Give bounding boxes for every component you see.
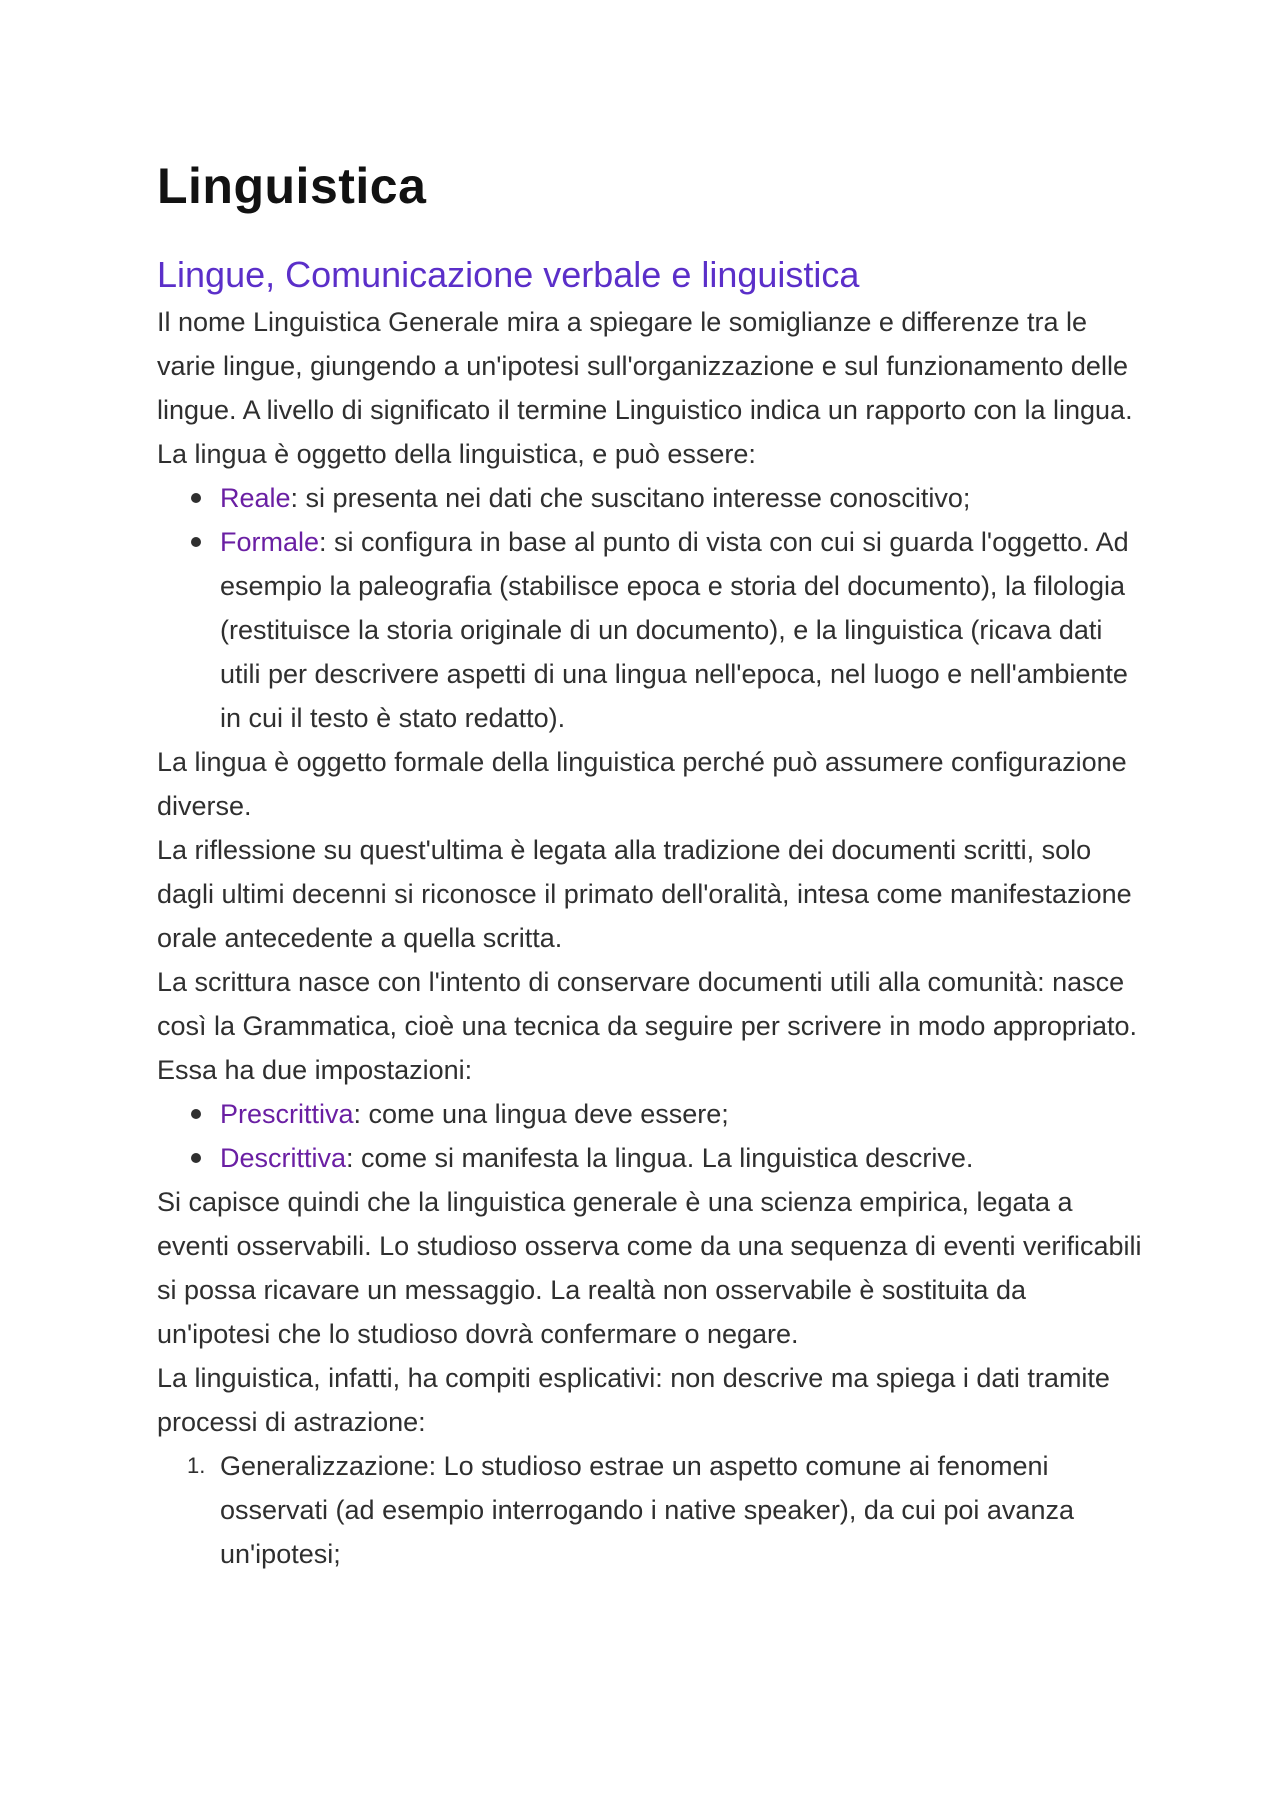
list-item [157,1092,1142,1136]
section-heading: Lingue, Comunicazione verbale e linguistica [157,254,860,295]
term-description: : come una lingua deve essere; [353,1099,729,1129]
term-label: Formale [220,527,320,557]
paragraph-reflection: La riflessione su quest'ultima è legata alla tradizione dei documenti scritti, solo dagli ultimi decenni si riconosce il primato dell'oralità, intesa come manifestazione orale antecedente a quella scritta. [157,835,1132,953]
paragraph-explicative: La linguistica, infatti, ha compiti esplicativi: non descrive ma spiega i dati tramite processi di astrazione: [157,1363,1110,1437]
term-description: : si configura in base al punto di vista con cui si guarda l'oggetto. Ad esempio la paleografia (stabilisce epoca e storia del documento), la filologia (restituisce la storia originale di un documento), e la linguistica (ricava dati utili per descrivere aspetti di una lingua nell'epoca, nel luogo e nell'ambiente in cui il testo è stato redatto). [220,527,1129,733]
grammar-list [157,1092,1142,1180]
term-label: Descrittiva [220,1143,347,1173]
bullet-icon [191,1109,201,1119]
term-description: : come si manifesta la lingua. La linguistica descrive. [346,1143,974,1173]
paragraph-intro: Il nome Linguistica Generale mira a spiegare le somiglianze e differenze tra le varie lingue, giungendo a un'ipotesi sull'organizzazione e sul funzionamento delle lingue. A livello di significato il termine Linguistico indica un rapporto con la lingua. [157,307,1133,425]
bullet-icon [191,493,201,503]
object-list [157,476,1142,740]
process-description: Generalizzazione: Lo studioso estrae un aspetto comune ai fenomeni osservati (ad esempio interrogando i native speaker), da cui poi avanza un'ipotesi; [220,1451,1074,1569]
paragraph-writing: La scrittura nasce con l'intento di conservare documenti utili alla comunità: nasce così la Grammatica, cioè una tecnica da seguire per scrivere in modo appropriato. Essa ha due impostazioni: [157,967,1137,1085]
term-label: Prescrittiva [220,1099,354,1129]
term-label: Reale [220,483,291,513]
list-item [157,1136,1142,1180]
bullet-icon [191,537,201,547]
paragraph-formal: La lingua è oggetto formale della linguistica perché può assumere configurazione diverse. [157,747,1127,821]
list-number: 1. [187,1453,206,1478]
bullet-icon [191,1153,201,1163]
list-item [157,520,1142,740]
list-item [157,1444,1142,1576]
paragraph-empirical: Si capisce quindi che la linguistica generale è una scienza empirica, legata a eventi osservabili. Lo studioso osserva come da una sequenza di eventi verificabili si possa ricavare un messaggio. La realtà non osservabile è sostituita da un'ipotesi che lo studioso dovrà confermare o negare. [157,1187,1142,1349]
document-page [157,150,1142,1576]
term-description: : si presenta nei dati che suscitano interesse conoscitivo; [290,483,971,513]
paragraph-object: La lingua è oggetto della linguistica, e può essere: [157,439,756,469]
process-list [157,1444,1142,1576]
list-item [157,476,1142,520]
page-title: Linguistica [157,158,427,214]
